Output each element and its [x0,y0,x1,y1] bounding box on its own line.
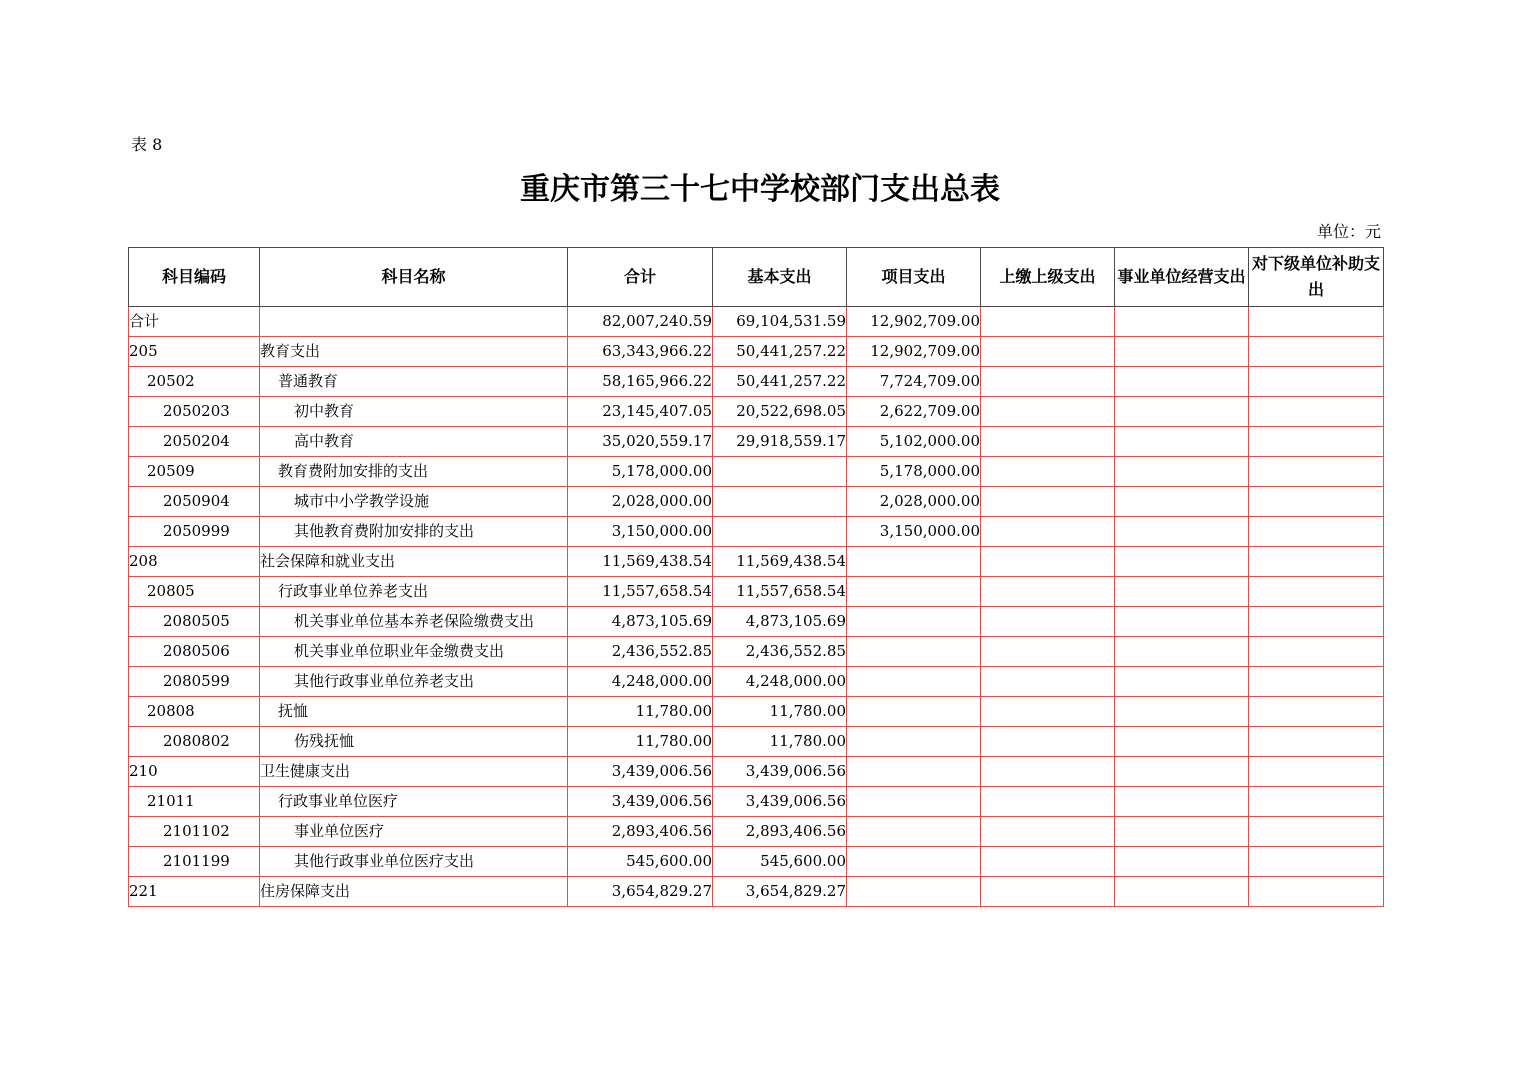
table-row [129,457,1384,487]
cell-remit-to-superior [981,307,1115,337]
header-subject-name: 科目名称 [260,248,568,307]
cell-total: 2,436,552.85 [568,637,713,667]
cell-total: 63,343,966.22 [568,337,713,367]
cell-subject-name: 机关事业单位职业年金缴费支出 [260,637,568,667]
cell-project-expenditure [847,697,981,727]
table-row [129,517,1384,547]
cell-total: 3,439,006.56 [568,787,713,817]
cell-subject-code: 20808 [129,697,260,727]
cell-subject-name: 普通教育 [260,367,568,397]
cell-subsidy-to-subordinate [1249,577,1384,607]
cell-remit-to-superior [981,607,1115,637]
cell-subject-name: 卫生健康支出 [260,757,568,787]
cell-basic-expenditure: 29,918,559.17 [713,427,847,457]
cell-subsidy-to-subordinate [1249,847,1384,877]
cell-project-expenditure [847,607,981,637]
cell-subsidy-to-subordinate [1249,427,1384,457]
cell-subject-code: 2050999 [129,517,260,547]
cell-subject-name: 伤残抚恤 [260,727,568,757]
cell-basic-expenditure: 4,248,000.00 [713,667,847,697]
table-row [129,397,1384,427]
cell-total: 545,600.00 [568,847,713,877]
cell-subsidy-to-subordinate [1249,517,1384,547]
cell-subsidy-to-subordinate [1249,877,1384,907]
cell-subject-code: 205 [129,337,260,367]
cell-total: 35,020,559.17 [568,427,713,457]
cell-subject-name: 社会保障和就业支出 [260,547,568,577]
cell-business-expenditure [1115,787,1249,817]
cell-remit-to-superior [981,427,1115,457]
cell-subject-code: 21011 [129,787,260,817]
table-row [129,727,1384,757]
cell-basic-expenditure: 50,441,257.22 [713,367,847,397]
cell-subject-name: 教育费附加安排的支出 [260,457,568,487]
cell-subject-name: 高中教育 [260,427,568,457]
cell-remit-to-superior [981,487,1115,517]
cell-business-expenditure [1115,457,1249,487]
cell-remit-to-superior [981,337,1115,367]
cell-remit-to-superior [981,727,1115,757]
cell-remit-to-superior [981,787,1115,817]
header-business-expenditure: 事业单位经营支出 [1115,248,1249,307]
cell-subsidy-to-subordinate [1249,547,1384,577]
cell-subject-code: 210 [129,757,260,787]
cell-total: 3,150,000.00 [568,517,713,547]
cell-business-expenditure [1115,637,1249,667]
cell-remit-to-superior [981,697,1115,727]
cell-basic-expenditure: 2,436,552.85 [713,637,847,667]
cell-remit-to-superior [981,457,1115,487]
cell-subject-name [260,307,568,337]
cell-subsidy-to-subordinate [1249,787,1384,817]
cell-basic-expenditure: 3,439,006.56 [713,757,847,787]
cell-subject-code: 20509 [129,457,260,487]
cell-total: 3,439,006.56 [568,757,713,787]
cell-subsidy-to-subordinate [1249,697,1384,727]
cell-remit-to-superior [981,367,1115,397]
header-subsidy-to-subordinate: 对下级单位补助支出 [1249,248,1384,307]
page-title: 重庆市第三十七中学校部门支出总表 [520,172,1000,207]
cell-subject-name: 抚恤 [260,697,568,727]
table-row [129,337,1384,367]
cell-subject-code: 2050204 [129,427,260,457]
table-row [129,577,1384,607]
table-row [129,307,1384,337]
cell-project-expenditure: 12,902,709.00 [847,307,981,337]
cell-subject-name: 教育支出 [260,337,568,367]
cell-project-expenditure: 3,150,000.00 [847,517,981,547]
cell-total: 58,165,966.22 [568,367,713,397]
header-subject-code: 科目编码 [129,248,260,307]
cell-project-expenditure [847,847,981,877]
cell-basic-expenditure: 50,441,257.22 [713,337,847,367]
cell-basic-expenditure: 11,569,438.54 [713,547,847,577]
cell-basic-expenditure: 69,104,531.59 [713,307,847,337]
cell-business-expenditure [1115,427,1249,457]
cell-basic-expenditure [713,517,847,547]
cell-business-expenditure [1115,607,1249,637]
cell-basic-expenditure [713,457,847,487]
cell-total: 2,028,000.00 [568,487,713,517]
cell-total: 11,569,438.54 [568,547,713,577]
cell-subsidy-to-subordinate [1249,367,1384,397]
cell-remit-to-superior [981,817,1115,847]
table-row [129,607,1384,637]
cell-business-expenditure [1115,817,1249,847]
cell-total: 2,893,406.56 [568,817,713,847]
cell-project-expenditure: 5,102,000.00 [847,427,981,457]
cell-total: 11,780.00 [568,697,713,727]
cell-subsidy-to-subordinate [1249,397,1384,427]
cell-business-expenditure [1115,697,1249,727]
cell-subsidy-to-subordinate [1249,307,1384,337]
cell-subject-code: 2080505 [129,607,260,637]
cell-business-expenditure [1115,337,1249,367]
cell-subject-code: 2101199 [129,847,260,877]
cell-subject-code: 2050203 [129,397,260,427]
cell-project-expenditure: 2,028,000.00 [847,487,981,517]
cell-basic-expenditure: 11,557,658.54 [713,577,847,607]
cell-subsidy-to-subordinate [1249,757,1384,787]
cell-project-expenditure [847,757,981,787]
cell-total: 3,654,829.27 [568,877,713,907]
cell-remit-to-superior [981,577,1115,607]
cell-total: 4,248,000.00 [568,667,713,697]
cell-subsidy-to-subordinate [1249,637,1384,667]
cell-basic-expenditure: 20,522,698.05 [713,397,847,427]
cell-total: 82,007,240.59 [568,307,713,337]
cell-subsidy-to-subordinate [1249,337,1384,367]
cell-business-expenditure [1115,397,1249,427]
cell-project-expenditure [847,877,981,907]
cell-basic-expenditure [713,487,847,517]
cell-business-expenditure [1115,877,1249,907]
table-row [129,817,1384,847]
unit-label: 单位：元 [1316,222,1381,241]
cell-project-expenditure [847,547,981,577]
cell-business-expenditure [1115,307,1249,337]
expenditure-table [128,247,1384,907]
cell-subject-code: 208 [129,547,260,577]
cell-basic-expenditure: 11,780.00 [713,727,847,757]
cell-basic-expenditure: 2,893,406.56 [713,817,847,847]
table-row [129,877,1384,907]
cell-subsidy-to-subordinate [1249,607,1384,637]
cell-project-expenditure: 7,724,709.00 [847,367,981,397]
cell-project-expenditure [847,787,981,817]
cell-project-expenditure: 12,902,709.00 [847,337,981,367]
cell-project-expenditure [847,577,981,607]
cell-business-expenditure [1115,847,1249,877]
cell-subject-code: 2101102 [129,817,260,847]
table-row [129,487,1384,517]
cell-basic-expenditure: 3,654,829.27 [713,877,847,907]
cell-total: 5,178,000.00 [568,457,713,487]
cell-subsidy-to-subordinate [1249,487,1384,517]
cell-basic-expenditure: 11,780.00 [713,697,847,727]
cell-project-expenditure: 5,178,000.00 [847,457,981,487]
header-total: 合计 [568,248,713,307]
cell-subject-code: 合计 [129,307,260,337]
cell-remit-to-superior [981,847,1115,877]
cell-total: 23,145,407.05 [568,397,713,427]
table-row [129,697,1384,727]
table-row [129,847,1384,877]
cell-total: 11,557,658.54 [568,577,713,607]
cell-remit-to-superior [981,667,1115,697]
cell-subject-code: 2050904 [129,487,260,517]
cell-business-expenditure [1115,487,1249,517]
cell-business-expenditure [1115,577,1249,607]
cell-subject-name: 机关事业单位基本养老保险缴费支出 [260,607,568,637]
cell-remit-to-superior [981,757,1115,787]
cell-subject-name: 其他行政事业单位养老支出 [260,667,568,697]
cell-subject-name: 城市中小学教学设施 [260,487,568,517]
cell-remit-to-superior [981,517,1115,547]
cell-business-expenditure [1115,757,1249,787]
cell-subject-name: 行政事业单位医疗 [260,787,568,817]
cell-subject-name: 住房保障支出 [260,877,568,907]
table-number-label: 表 8 [131,135,163,154]
table-row [129,637,1384,667]
cell-business-expenditure [1115,667,1249,697]
cell-project-expenditure: 2,622,709.00 [847,397,981,427]
cell-subject-code: 2080802 [129,727,260,757]
cell-project-expenditure [847,667,981,697]
cell-subject-name: 初中教育 [260,397,568,427]
cell-subject-code: 2080599 [129,667,260,697]
cell-remit-to-superior [981,547,1115,577]
table-row [129,787,1384,817]
cell-subject-code: 20502 [129,367,260,397]
cell-subject-name: 其他行政事业单位医疗支出 [260,847,568,877]
cell-subject-code: 2080506 [129,637,260,667]
table-row [129,667,1384,697]
cell-total: 4,873,105.69 [568,607,713,637]
cell-subject-code: 221 [129,877,260,907]
cell-basic-expenditure: 545,600.00 [713,847,847,877]
header-remit-to-superior: 上缴上级支出 [981,248,1115,307]
cell-subsidy-to-subordinate [1249,727,1384,757]
cell-remit-to-superior [981,397,1115,427]
table-row [129,427,1384,457]
cell-remit-to-superior [981,637,1115,667]
table-row [129,757,1384,787]
cell-total: 11,780.00 [568,727,713,757]
cell-business-expenditure [1115,367,1249,397]
cell-basic-expenditure: 3,439,006.56 [713,787,847,817]
cell-business-expenditure [1115,547,1249,577]
cell-subject-code: 20805 [129,577,260,607]
cell-remit-to-superior [981,877,1115,907]
table-header-row [129,248,1384,307]
cell-basic-expenditure: 4,873,105.69 [713,607,847,637]
cell-subject-name: 行政事业单位养老支出 [260,577,568,607]
cell-subsidy-to-subordinate [1249,817,1384,847]
cell-business-expenditure [1115,517,1249,547]
cell-project-expenditure [847,727,981,757]
header-basic-expenditure: 基本支出 [713,248,847,307]
cell-subject-name: 其他教育费附加安排的支出 [260,517,568,547]
cell-subsidy-to-subordinate [1249,667,1384,697]
cell-project-expenditure [847,817,981,847]
table-body [129,307,1384,907]
cell-business-expenditure [1115,727,1249,757]
header-project-expenditure: 项目支出 [847,248,981,307]
cell-project-expenditure [847,637,981,667]
table-row [129,547,1384,577]
cell-subject-name: 事业单位医疗 [260,817,568,847]
cell-subsidy-to-subordinate [1249,457,1384,487]
table-row [129,367,1384,397]
